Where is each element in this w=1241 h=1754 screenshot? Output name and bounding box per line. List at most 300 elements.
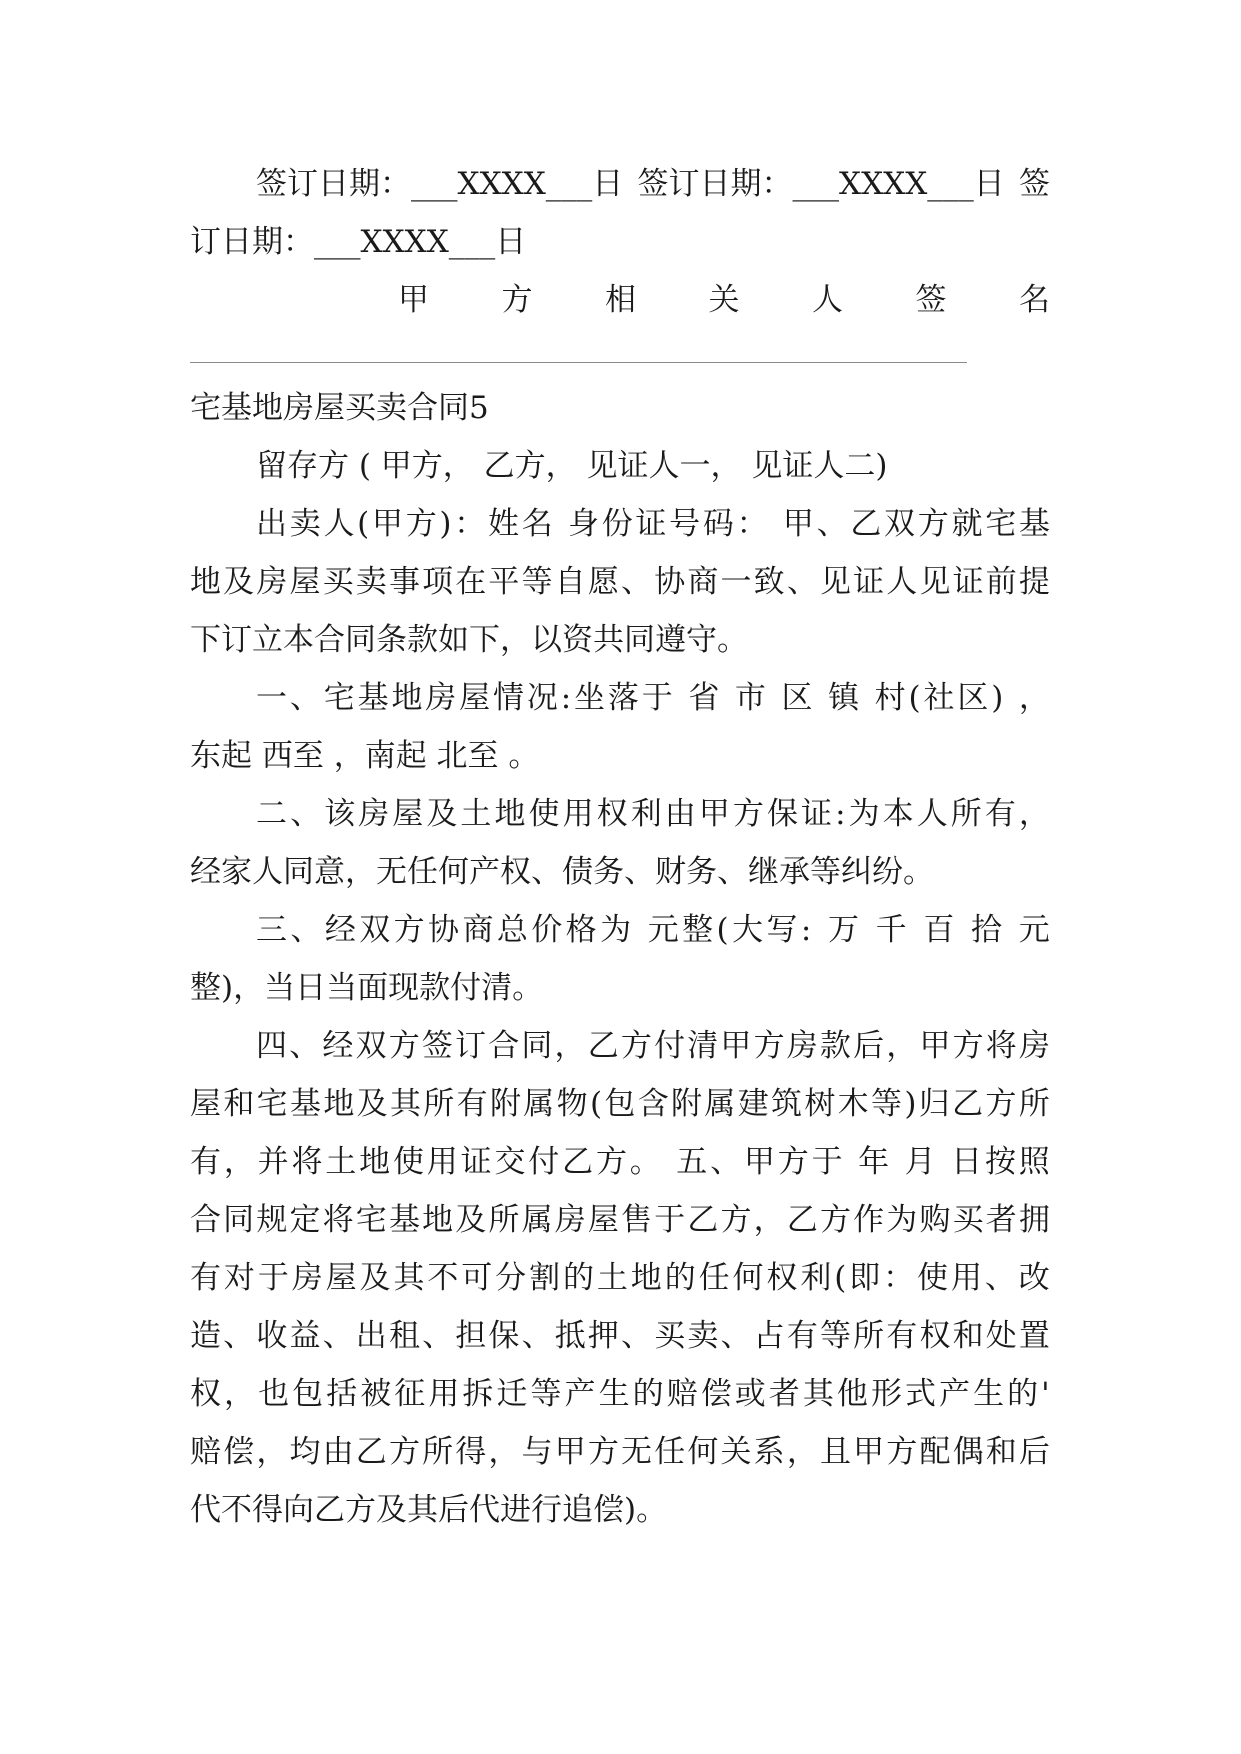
text-char: 保 <box>766 796 798 832</box>
text-char: 省 <box>688 680 720 716</box>
text-char <box>634 901 644 959</box>
text-char: 乙 <box>786 1202 818 1238</box>
text-char: 证 <box>635 506 667 542</box>
text-char: 身 <box>567 506 599 542</box>
text-char: ( <box>716 912 729 948</box>
text-char: ， <box>1018 796 1050 832</box>
text-char <box>769 669 779 727</box>
text-char: 于 <box>641 680 673 716</box>
text-char: 年 <box>858 1144 890 1180</box>
text-char: 为 <box>600 912 632 948</box>
text-char: ， <box>224 1376 256 1412</box>
text-char: 置 <box>1018 1318 1050 1354</box>
text-char: 物 <box>556 1086 588 1122</box>
text-char: 总 <box>496 912 528 948</box>
text-char: 卖 <box>687 1318 719 1354</box>
contract-text-line <box>190 1133 1050 1191</box>
text-char: ， <box>223 1144 255 1180</box>
contract-body <box>190 437 1050 1539</box>
text-char: 有 <box>190 1144 221 1180</box>
contract-title: 宅基地房屋买卖合同5 <box>190 390 489 426</box>
text-char: 用 <box>950 1260 982 1296</box>
text-char: 卖 <box>289 506 321 542</box>
text-char: 屋 <box>392 796 424 832</box>
text-char <box>862 901 872 959</box>
text-char: 合 <box>190 1202 221 1238</box>
text-char: 其 <box>802 1376 834 1412</box>
text-char: 甲 <box>743 1144 775 1180</box>
text-char: ( <box>357 506 370 542</box>
text-char: 建 <box>737 1086 769 1122</box>
text-char: 将 <box>985 1028 1017 1064</box>
text-char: 乙 <box>850 506 882 542</box>
text-char: 经 <box>324 912 356 948</box>
text-char: 包 <box>292 1376 324 1412</box>
text-char: 房 <box>554 1202 586 1238</box>
text-char: 、 <box>223 1318 255 1354</box>
text-char: 将 <box>322 1202 354 1238</box>
text-char: ： <box>736 506 768 542</box>
text-char: 、 <box>290 796 322 832</box>
text-char <box>722 669 732 727</box>
text-char <box>1005 901 1015 959</box>
text-char: ) <box>439 506 452 542</box>
text-char: 将 <box>291 1144 323 1180</box>
text-char: 定 <box>289 1202 321 1238</box>
text-char: 产 <box>564 1376 596 1412</box>
text-char: 甲 <box>720 1028 752 1064</box>
text-char <box>845 1133 855 1191</box>
text-char: 所 <box>488 1202 520 1238</box>
text-char: 用 <box>428 1376 460 1412</box>
text-char: 用 <box>426 1144 458 1180</box>
document-page <box>190 155 1050 1539</box>
text-char: 割 <box>529 1260 561 1296</box>
text-char: 平 <box>488 564 520 600</box>
text-char: 合 <box>488 1028 520 1064</box>
text-char: 房 <box>786 1028 818 1064</box>
text-char: 协 <box>654 564 686 600</box>
text-char: 者 <box>985 1202 1017 1238</box>
text-char: 、 <box>289 680 321 716</box>
text-char: 地 <box>391 680 423 716</box>
contract-text-line: 下订立本合同条款如下，以资共同遵守。 <box>190 622 748 658</box>
text-char: 屋 <box>325 1260 357 1296</box>
text-char: 分 <box>495 1260 527 1296</box>
text-char: 方 <box>819 1202 851 1238</box>
text-char: 双 <box>359 912 391 948</box>
text-char: 屋 <box>289 564 321 600</box>
text-char: 及 <box>223 564 255 600</box>
text-char: 同 <box>521 1028 553 1064</box>
text-char: 乙 <box>587 1028 619 1064</box>
text-char: 于 <box>654 1202 686 1238</box>
text-char: 元 <box>1018 912 1050 948</box>
text-char: 造 <box>190 1318 221 1354</box>
text-char: 方 <box>886 1434 918 1470</box>
text-char: 可 <box>461 1260 493 1296</box>
text-char: 万 <box>828 912 859 948</box>
text-char <box>862 669 872 727</box>
text-char: 、 <box>621 564 653 600</box>
text-char: 括 <box>326 1376 358 1412</box>
text-char: 证 <box>853 564 885 600</box>
text-char: 被 <box>360 1376 392 1412</box>
text-char: 等 <box>871 1086 902 1122</box>
text-char: 地 <box>630 1260 662 1296</box>
text-char: 何 <box>732 1260 764 1296</box>
text-char: 坐 <box>574 680 606 716</box>
text-char: ' <box>1041 1376 1050 1412</box>
text-char: 按 <box>984 1144 1016 1180</box>
text-char: 买 <box>952 1202 984 1238</box>
text-char: ， <box>786 1434 818 1470</box>
text-char: 地 <box>359 1144 391 1180</box>
text-char <box>958 901 968 959</box>
text-char: 。 <box>629 1144 661 1180</box>
text-char: 归 <box>918 1086 950 1122</box>
text-char: 出 <box>355 1318 387 1354</box>
text-char: 等 <box>819 1318 851 1354</box>
text-char: 地 <box>190 564 221 600</box>
text-char: 押 <box>587 1318 619 1354</box>
text-char: 况 <box>526 680 558 716</box>
contract-text-line <box>190 901 1050 959</box>
contract-text-line <box>190 785 1050 843</box>
contract-text-line <box>190 553 1050 611</box>
text-char: 自 <box>554 564 586 600</box>
text-char: 生 <box>973 1376 1005 1412</box>
text-char: 土 <box>460 796 492 832</box>
text-char: 清 <box>687 1028 719 1064</box>
text-char: 有 <box>786 1318 818 1354</box>
text-char: 系 <box>753 1434 785 1470</box>
text-char <box>1006 669 1016 727</box>
text-char: 宅 <box>323 680 355 716</box>
text-char: 人 <box>323 506 355 542</box>
text-char: 收 <box>256 1318 288 1354</box>
text-char <box>910 901 920 959</box>
text-char: 社 <box>923 680 955 716</box>
text-char: 售 <box>621 1202 653 1238</box>
text-char: : <box>835 796 846 832</box>
text-char: 份 <box>601 506 633 542</box>
text-char: 、 <box>290 912 322 948</box>
contract-text-line <box>190 495 1050 553</box>
text-char: 所 <box>1018 1086 1050 1122</box>
text-char: 方 <box>777 1144 809 1180</box>
text-char: 基 <box>357 680 389 716</box>
text-char: 他 <box>836 1376 868 1412</box>
text-char: 甲 <box>853 1434 885 1470</box>
signing-date-3-end: 订日期：___XXXX___日 <box>190 224 527 260</box>
text-char: 甲 <box>371 506 403 542</box>
text-char: 即 <box>849 1260 881 1296</box>
text-char: 所 <box>950 796 982 832</box>
text-char: 任 <box>654 1434 686 1470</box>
text-char: 何 <box>687 1434 719 1470</box>
text-char: 地 <box>422 1202 454 1238</box>
text-char: 土 <box>325 1144 357 1180</box>
contract-text-line: 整)，当日当面现款付清。 <box>190 970 544 1006</box>
text-char <box>555 495 565 553</box>
text-char: 写 <box>766 912 798 948</box>
text-char: ： <box>883 1260 915 1296</box>
text-char: 及 <box>359 1260 391 1296</box>
contract-text-line <box>190 1423 1050 1481</box>
text-char: 、 <box>786 564 818 600</box>
text-char: 均 <box>289 1434 321 1470</box>
text-char: 屋 <box>587 1202 619 1238</box>
text-char: 或 <box>734 1376 766 1412</box>
text-char: 证 <box>460 1144 492 1180</box>
text-char: 拥 <box>1018 1202 1050 1238</box>
text-char: 千 <box>875 912 907 948</box>
text-char: 为 <box>886 1202 918 1238</box>
text-char: 本 <box>882 796 914 832</box>
text-char: 元 <box>647 912 679 948</box>
text-char: 在 <box>455 564 487 600</box>
text-char: 形 <box>870 1376 902 1412</box>
text-char: 月 <box>904 1144 936 1180</box>
text-char: 生 <box>598 1376 630 1412</box>
text-char: 甲 <box>698 796 730 832</box>
text-char: 地 <box>323 1086 355 1122</box>
text-char: 百 <box>923 912 955 948</box>
text-char: 由 <box>322 1434 354 1470</box>
contract-text-line: 东起 西至 ，南起 北至 。 <box>190 738 540 774</box>
text-char: ， <box>554 1028 586 1064</box>
text-char: 就 <box>951 506 983 542</box>
text-char: 拾 <box>971 912 1003 948</box>
text-char: 和 <box>223 1086 255 1122</box>
text-char: 落 <box>607 680 639 716</box>
text-char: 占 <box>753 1318 785 1354</box>
text-char: 及 <box>426 796 458 832</box>
text-char: 见 <box>819 564 851 600</box>
text-char: 任 <box>698 1260 730 1296</box>
text-char: 日 <box>951 1144 983 1180</box>
text-char: 担 <box>455 1318 487 1354</box>
text-char: 事 <box>388 564 420 600</box>
text-char: 屋 <box>459 680 491 716</box>
text-char: 由 <box>664 796 696 832</box>
text-char: 房 <box>1018 1028 1050 1064</box>
text-char: 乙 <box>355 1434 387 1470</box>
text-char: 方 <box>393 912 425 948</box>
text-char: 也 <box>258 1376 290 1412</box>
text-char: 等 <box>530 1376 562 1412</box>
text-char: 得 <box>455 1434 487 1470</box>
text-char: 付 <box>654 1028 686 1064</box>
text-char: 权 <box>596 796 628 832</box>
text-char: 使 <box>917 1260 949 1296</box>
text-char: 房 <box>358 796 390 832</box>
text-char: 所 <box>853 1318 885 1354</box>
text-char <box>676 669 686 727</box>
text-char: 有 <box>190 1260 221 1296</box>
text-char: 姓 <box>487 506 519 542</box>
text-char: 筑 <box>771 1086 803 1122</box>
text-char: 方 <box>732 796 764 832</box>
text-char: 四 <box>256 1028 287 1064</box>
text-char: ， <box>886 1028 918 1064</box>
contract-text-line <box>190 1075 1050 1133</box>
text-char <box>815 901 825 959</box>
text-char: 者 <box>768 1376 800 1412</box>
signing-date-line-2 <box>190 213 1050 271</box>
text-char: 所 <box>423 1086 455 1122</box>
text-char: 商 <box>687 564 719 600</box>
text-char: ， <box>256 1434 288 1470</box>
text-char: 卖 <box>355 564 387 600</box>
text-char: 包 <box>604 1086 636 1122</box>
text-char: 双 <box>884 506 916 542</box>
text-char: 的 <box>664 1260 696 1296</box>
signing-date-2: 签订日期：___XXXX___日 <box>637 166 1005 202</box>
text-char: 镇 <box>828 680 860 716</box>
text-char: 附 <box>671 1086 703 1122</box>
text-char: 方 <box>405 506 437 542</box>
text-char: 、 <box>710 1144 742 1180</box>
text-char: 方 <box>753 1028 785 1064</box>
text-char: 照 <box>1018 1144 1050 1180</box>
text-char: ) <box>904 1086 917 1122</box>
contract-text-line <box>190 669 1050 727</box>
signing-date-1: 签订日期：___XXXX___日 <box>256 166 624 202</box>
contract-text-line: 代不得向乙方及其后代进行追偿)。 <box>190 1492 668 1528</box>
text-char: 方 <box>620 1028 652 1064</box>
text-char: 买 <box>654 1318 686 1354</box>
text-char: 为 <box>848 796 880 832</box>
text-char: 同 <box>223 1202 255 1238</box>
text-char: ( <box>834 1260 847 1296</box>
text-char: 甲 <box>554 1434 586 1470</box>
text-char: 方 <box>388 1434 420 1470</box>
text-char: 对 <box>223 1260 255 1296</box>
text-char <box>664 1133 674 1191</box>
text-char: 于 <box>257 1260 289 1296</box>
text-char: 益 <box>289 1318 321 1354</box>
text-char: 其 <box>393 1260 425 1296</box>
text-char: 不 <box>427 1260 459 1296</box>
text-char: 项 <box>422 564 454 600</box>
text-char: 木 <box>837 1086 869 1122</box>
text-char: 市 <box>734 680 766 716</box>
text-char: : <box>560 680 572 716</box>
text-char: 有 <box>456 1086 488 1122</box>
text-char: 偿 <box>223 1434 255 1470</box>
text-char: 及 <box>356 1086 388 1122</box>
text-char: 、 <box>984 1260 1016 1296</box>
text-char: 付 <box>528 1144 560 1180</box>
text-char <box>938 1133 948 1191</box>
text-char: 购 <box>919 1202 951 1238</box>
text-char: 、 <box>521 1318 553 1354</box>
text-char: 宅 <box>256 1086 288 1122</box>
text-char: 、 <box>720 1318 752 1354</box>
text-char: 房 <box>425 680 457 716</box>
text-char: 利 <box>800 1260 832 1296</box>
signature-char: 甲 <box>398 282 429 318</box>
contract-text-line <box>190 1191 1050 1249</box>
text-char: 大 <box>732 912 764 948</box>
text-char: ， <box>1018 680 1050 716</box>
text-char: 征 <box>394 1376 426 1412</box>
text-char: 的 <box>562 1260 594 1296</box>
text-char: 方 <box>587 1434 619 1470</box>
text-char: 乙 <box>562 1144 594 1180</box>
text-char: 关 <box>720 1434 752 1470</box>
text-char: 方 <box>952 1028 984 1064</box>
text-char: 区 <box>957 680 989 716</box>
text-char: 其 <box>389 1086 421 1122</box>
text-char: 方 <box>388 1028 420 1064</box>
signature-underline <box>190 362 967 363</box>
text-char: 宅 <box>355 1202 387 1238</box>
text-char: ( <box>589 1086 603 1122</box>
text-char: 并 <box>257 1144 289 1180</box>
text-char: 且 <box>819 1434 851 1470</box>
text-char: 甲 <box>919 1028 951 1064</box>
contract-text-line: 留存方 ( 甲方， 乙方， 见证人一， 见证人二) <box>256 448 888 484</box>
text-char: 宅 <box>985 506 1017 542</box>
text-char: 、 <box>322 1318 354 1354</box>
text-char: 方 <box>595 1144 627 1180</box>
text-char: 整 <box>682 912 714 948</box>
text-char: 村 <box>874 680 906 716</box>
text-char: 利 <box>630 796 662 832</box>
text-char: 款 <box>819 1028 851 1064</box>
text-char: 出 <box>256 506 287 542</box>
text-char: 一 <box>720 564 752 600</box>
text-char: 偶 <box>952 1434 984 1470</box>
text-char: 人 <box>886 564 918 600</box>
text-char: 有 <box>886 1318 918 1354</box>
text-char: 、 <box>289 1028 321 1064</box>
text-char: 价 <box>531 912 563 948</box>
signing-date-line-1 <box>190 155 1050 213</box>
text-char: 的 <box>632 1376 664 1412</box>
text-char: ， <box>488 1434 520 1470</box>
text-char: 赔 <box>190 1434 221 1470</box>
text-char: 三 <box>256 912 287 948</box>
text-char: 地 <box>494 796 526 832</box>
text-char: 迁 <box>496 1376 528 1412</box>
text-char: 订 <box>455 1028 487 1064</box>
signature-char: 相 <box>605 282 636 318</box>
text-char: 产 <box>939 1376 971 1412</box>
text-char: 后 <box>853 1028 885 1064</box>
signature-char: 关 <box>708 282 740 318</box>
text-char: 名 <box>521 506 553 542</box>
text-char: 乙 <box>687 1202 719 1238</box>
text-char: 规 <box>256 1202 288 1238</box>
text-char: 等 <box>521 564 553 600</box>
text-char: 方 <box>985 1086 1017 1122</box>
text-char: 属 <box>704 1086 736 1122</box>
text-char: 人 <box>916 796 948 832</box>
text-char: 赔 <box>666 1376 698 1412</box>
party-a-signature-label <box>190 271 1050 329</box>
text-char: 使 <box>392 1144 424 1180</box>
text-char: 基 <box>289 1086 321 1122</box>
signature-char: 人 <box>812 282 843 318</box>
text-char: 和 <box>985 1434 1017 1470</box>
text-char: 前 <box>985 564 1017 600</box>
contract-text-line <box>190 1365 1050 1423</box>
text-char: ( <box>908 680 921 716</box>
